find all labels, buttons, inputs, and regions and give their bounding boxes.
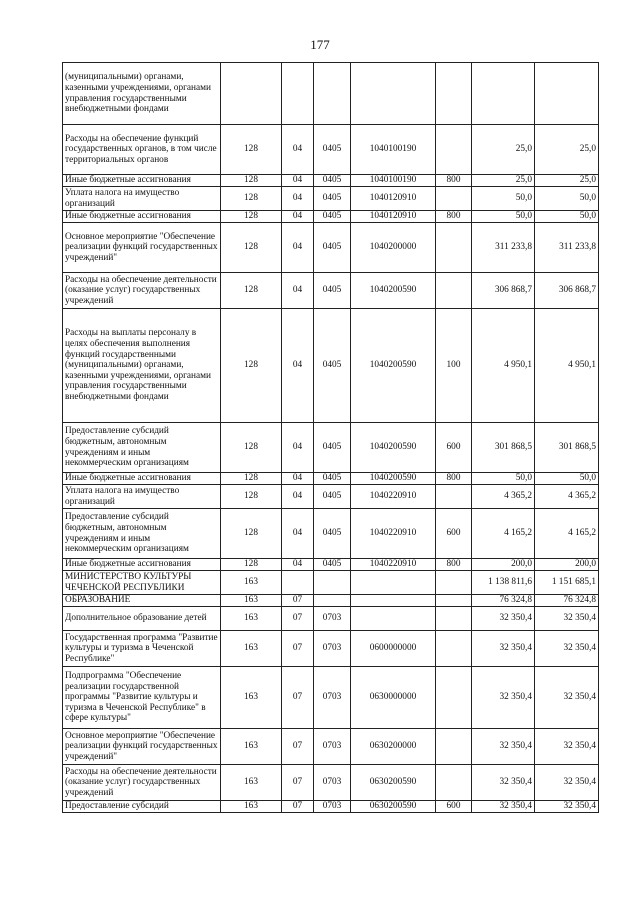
cell-amount-year-2: 32 350,4	[535, 765, 599, 801]
cell-section: 04	[282, 473, 314, 485]
cell-amount-year-2: 4 950,1	[535, 309, 599, 423]
cell-expense-type: 800	[436, 211, 472, 223]
cell-ved: 128	[221, 273, 282, 309]
table-body	[63, 63, 599, 813]
cell-section: 04	[282, 273, 314, 309]
cell-amount-year-2: 32 350,4	[535, 801, 599, 813]
cell-ved: 128	[221, 175, 282, 187]
cell-subsection: 0405	[314, 473, 351, 485]
cell-name: Предоставление субсидий бюджетным, автономным учреждениям и иным некоммерческим организациям	[63, 423, 221, 473]
cell-section: 04	[282, 509, 314, 559]
cell-target-article: 1040120910	[351, 187, 436, 211]
cell-expense-type: 600	[436, 509, 472, 559]
cell-amount-year-2: 306 868,7	[535, 273, 599, 309]
cell-ved: 128	[221, 125, 282, 175]
cell-amount-year-1: 50,0	[472, 211, 535, 223]
cell-expense-type: 600	[436, 801, 472, 813]
table-row	[63, 423, 599, 473]
cell-target-article: 0630000000	[351, 667, 436, 729]
cell-name: Уплата налога на имущество организаций	[63, 485, 221, 509]
table-row	[63, 223, 599, 273]
cell-ved: 128	[221, 473, 282, 485]
cell-amount-year-2: 25,0	[535, 175, 599, 187]
cell-target-article: 1040120910	[351, 211, 436, 223]
cell-section: 07	[282, 595, 314, 607]
cell-name: Подпрограмма "Обеспечение реализации государственной программы "Развитие культуры и туризма в Чеченской Республике" в сфере культуры"	[63, 667, 221, 729]
cell-ved: 128	[221, 309, 282, 423]
cell-section: 04	[282, 485, 314, 509]
cell-amount-year-2: 32 350,4	[535, 607, 599, 631]
table-row	[63, 125, 599, 175]
cell-target-article: 1040220910	[351, 559, 436, 571]
cell-expense-type: 600	[436, 423, 472, 473]
cell-amount-year-2: 1 151 685,1	[535, 571, 599, 595]
cell-subsection: 0405	[314, 187, 351, 211]
cell-section: 04	[282, 125, 314, 175]
cell-name: Основное мероприятие "Обеспечение реализации функций государственных учреждений"	[63, 729, 221, 765]
table-row	[63, 765, 599, 801]
cell-target-article: 0630200590	[351, 765, 436, 801]
cell-section: 04	[282, 309, 314, 423]
cell-name: Расходы на обеспечение деятельности (оказание услуг) государственных учреждений	[63, 273, 221, 309]
cell-section: 04	[282, 211, 314, 223]
cell-amount-year-2: 32 350,4	[535, 631, 599, 667]
cell-name: Основное мероприятие "Обеспечение реализации функций государственных учреждений"	[63, 223, 221, 273]
cell-amount-year-1: 25,0	[472, 125, 535, 175]
cell-amount-year-2: 76 324,8	[535, 595, 599, 607]
cell-section: 04	[282, 423, 314, 473]
cell-ved: 128	[221, 223, 282, 273]
cell-expense-type	[436, 125, 472, 175]
cell-amount-year-1: 50,0	[472, 187, 535, 211]
cell-amount-year-1: 301 868,5	[472, 423, 535, 473]
cell-amount-year-2: 311 233,8	[535, 223, 599, 273]
cell-name: (муниципальными) органами, казенными учреждениями, органами управления государственными внебюджетными фондами	[63, 63, 221, 125]
cell-subsection: 0405	[314, 175, 351, 187]
cell-expense-type: 800	[436, 473, 472, 485]
cell-target-article: 1040200590	[351, 309, 436, 423]
cell-expense-type	[436, 667, 472, 729]
cell-amount-year-1: 76 324,8	[472, 595, 535, 607]
table-row	[63, 729, 599, 765]
table-row	[63, 175, 599, 187]
cell-amount-year-2: 25,0	[535, 125, 599, 175]
cell-target-article: 1040220910	[351, 509, 436, 559]
cell-target-article: 0600000000	[351, 631, 436, 667]
cell-expense-type	[436, 631, 472, 667]
cell-name: МИНИСТЕРСТВО КУЛЬТУРЫ ЧЕЧЕНСКОЙ РЕСПУБЛИКИ	[63, 571, 221, 595]
cell-section: 04	[282, 559, 314, 571]
cell-name: ОБРАЗОВАНИЕ	[63, 595, 221, 607]
cell-section: 07	[282, 631, 314, 667]
table-row	[63, 211, 599, 223]
cell-section: 04	[282, 223, 314, 273]
cell-subsection: 0703	[314, 667, 351, 729]
cell-section: 07	[282, 765, 314, 801]
cell-section	[282, 571, 314, 595]
table-row	[63, 273, 599, 309]
cell-name: Предоставление субсидий	[63, 801, 221, 813]
budget-table	[62, 62, 599, 813]
cell-subsection: 0405	[314, 509, 351, 559]
cell-name: Иные бюджетные ассигнования	[63, 211, 221, 223]
cell-amount-year-2: 50,0	[535, 187, 599, 211]
cell-ved: 128	[221, 211, 282, 223]
cell-amount-year-1	[472, 63, 535, 125]
cell-section: 07	[282, 667, 314, 729]
table-row	[63, 509, 599, 559]
cell-amount-year-1: 1 138 811,6	[472, 571, 535, 595]
cell-name: Иные бюджетные ассигнования	[63, 559, 221, 571]
cell-name: Государственная программа "Развитие культуры и туризма в Чеченской Республике"	[63, 631, 221, 667]
cell-amount-year-1: 32 350,4	[472, 667, 535, 729]
cell-target-article: 0630200590	[351, 801, 436, 813]
cell-section: 04	[282, 175, 314, 187]
cell-subsection: 0405	[314, 485, 351, 509]
cell-ved	[221, 63, 282, 125]
cell-subsection: 0405	[314, 273, 351, 309]
cell-name: Расходы на обеспечение деятельности (оказание услуг) государственных учреждений	[63, 765, 221, 801]
cell-amount-year-1: 32 350,4	[472, 631, 535, 667]
cell-amount-year-1: 32 350,4	[472, 607, 535, 631]
cell-ved: 163	[221, 667, 282, 729]
cell-ved: 163	[221, 631, 282, 667]
cell-expense-type	[436, 729, 472, 765]
cell-name: Расходы на выплаты персоналу в целях обеспечения выполнения функций государственными (муниципальными) органами, казенными учреждениями, органами управления государственными внебюджетными фондами	[63, 309, 221, 423]
cell-ved: 163	[221, 801, 282, 813]
table-row	[63, 631, 599, 667]
cell-subsection: 0703	[314, 631, 351, 667]
cell-expense-type	[436, 765, 472, 801]
cell-expense-type	[436, 607, 472, 631]
table-row	[63, 667, 599, 729]
cell-subsection: 0703	[314, 607, 351, 631]
cell-amount-year-2: 200,0	[535, 559, 599, 571]
cell-target-article: 1040100190	[351, 175, 436, 187]
cell-section: 07	[282, 607, 314, 631]
cell-expense-type	[436, 485, 472, 509]
cell-subsection	[314, 571, 351, 595]
cell-amount-year-1: 32 350,4	[472, 729, 535, 765]
cell-subsection: 0405	[314, 211, 351, 223]
cell-ved: 128	[221, 485, 282, 509]
cell-target-article	[351, 607, 436, 631]
cell-target-article: 1040200590	[351, 423, 436, 473]
cell-target-article: 0630200000	[351, 729, 436, 765]
cell-target-article: 1040200000	[351, 223, 436, 273]
cell-amount-year-1: 4 365,2	[472, 485, 535, 509]
cell-name: Уплата налога на имущество организаций	[63, 187, 221, 211]
cell-ved: 128	[221, 559, 282, 571]
table-row	[63, 595, 599, 607]
cell-expense-type	[436, 571, 472, 595]
cell-expense-type: 800	[436, 559, 472, 571]
cell-subsection	[314, 63, 351, 125]
cell-expense-type	[436, 273, 472, 309]
cell-target-article: 1040200590	[351, 273, 436, 309]
cell-amount-year-1: 4 950,1	[472, 309, 535, 423]
cell-amount-year-2: 301 868,5	[535, 423, 599, 473]
cell-amount-year-2	[535, 63, 599, 125]
table-row	[63, 801, 599, 813]
cell-target-article: 1040200590	[351, 473, 436, 485]
cell-section: 07	[282, 729, 314, 765]
table-row	[63, 309, 599, 423]
cell-expense-type: 800	[436, 175, 472, 187]
table-row	[63, 187, 599, 211]
cell-target-article	[351, 63, 436, 125]
cell-amount-year-1: 306 868,7	[472, 273, 535, 309]
cell-section: 07	[282, 801, 314, 813]
cell-ved: 163	[221, 595, 282, 607]
cell-target-article	[351, 595, 436, 607]
table-row	[63, 607, 599, 631]
cell-subsection: 0405	[314, 559, 351, 571]
cell-name: Иные бюджетные ассигнования	[63, 175, 221, 187]
cell-name: Предоставление субсидий бюджетным, автономным учреждениям и иным некоммерческим организациям	[63, 509, 221, 559]
cell-amount-year-1: 4 165,2	[472, 509, 535, 559]
cell-amount-year-2: 50,0	[535, 211, 599, 223]
cell-subsection	[314, 595, 351, 607]
table-row	[63, 485, 599, 509]
cell-amount-year-1: 200,0	[472, 559, 535, 571]
cell-subsection: 0405	[314, 309, 351, 423]
page-number: 177	[310, 37, 330, 52]
cell-ved: 163	[221, 729, 282, 765]
cell-ved: 128	[221, 509, 282, 559]
cell-amount-year-2: 4 365,2	[535, 485, 599, 509]
cell-target-article: 1040220910	[351, 485, 436, 509]
cell-subsection: 0405	[314, 125, 351, 175]
cell-expense-type: 100	[436, 309, 472, 423]
cell-subsection: 0405	[314, 423, 351, 473]
table-row	[63, 571, 599, 595]
cell-expense-type	[436, 223, 472, 273]
table-row	[63, 559, 599, 571]
cell-expense-type	[436, 187, 472, 211]
cell-expense-type	[436, 595, 472, 607]
cell-ved: 128	[221, 423, 282, 473]
cell-name: Расходы на обеспечение функций государственных органов, в том числе территориальных органов	[63, 125, 221, 175]
cell-ved: 163	[221, 765, 282, 801]
cell-ved: 163	[221, 607, 282, 631]
cell-ved: 163	[221, 571, 282, 595]
cell-section: 04	[282, 187, 314, 211]
cell-subsection: 0703	[314, 729, 351, 765]
cell-name: Иные бюджетные ассигнования	[63, 473, 221, 485]
cell-expense-type	[436, 63, 472, 125]
cell-subsection: 0405	[314, 223, 351, 273]
cell-target-article: 1040100190	[351, 125, 436, 175]
cell-amount-year-1: 50,0	[472, 473, 535, 485]
cell-amount-year-1: 32 350,4	[472, 801, 535, 813]
cell-ved: 128	[221, 187, 282, 211]
cell-amount-year-2: 32 350,4	[535, 667, 599, 729]
cell-amount-year-1: 311 233,8	[472, 223, 535, 273]
cell-amount-year-2: 4 165,2	[535, 509, 599, 559]
table-row	[63, 473, 599, 485]
cell-section	[282, 63, 314, 125]
cell-amount-year-2: 32 350,4	[535, 729, 599, 765]
cell-amount-year-1: 25,0	[472, 175, 535, 187]
cell-target-article	[351, 571, 436, 595]
table-row	[63, 63, 599, 125]
cell-amount-year-2: 50,0	[535, 473, 599, 485]
cell-name: Дополнительное образование детей	[63, 607, 221, 631]
cell-subsection: 0703	[314, 765, 351, 801]
cell-amount-year-1: 32 350,4	[472, 765, 535, 801]
cell-subsection: 0703	[314, 801, 351, 813]
